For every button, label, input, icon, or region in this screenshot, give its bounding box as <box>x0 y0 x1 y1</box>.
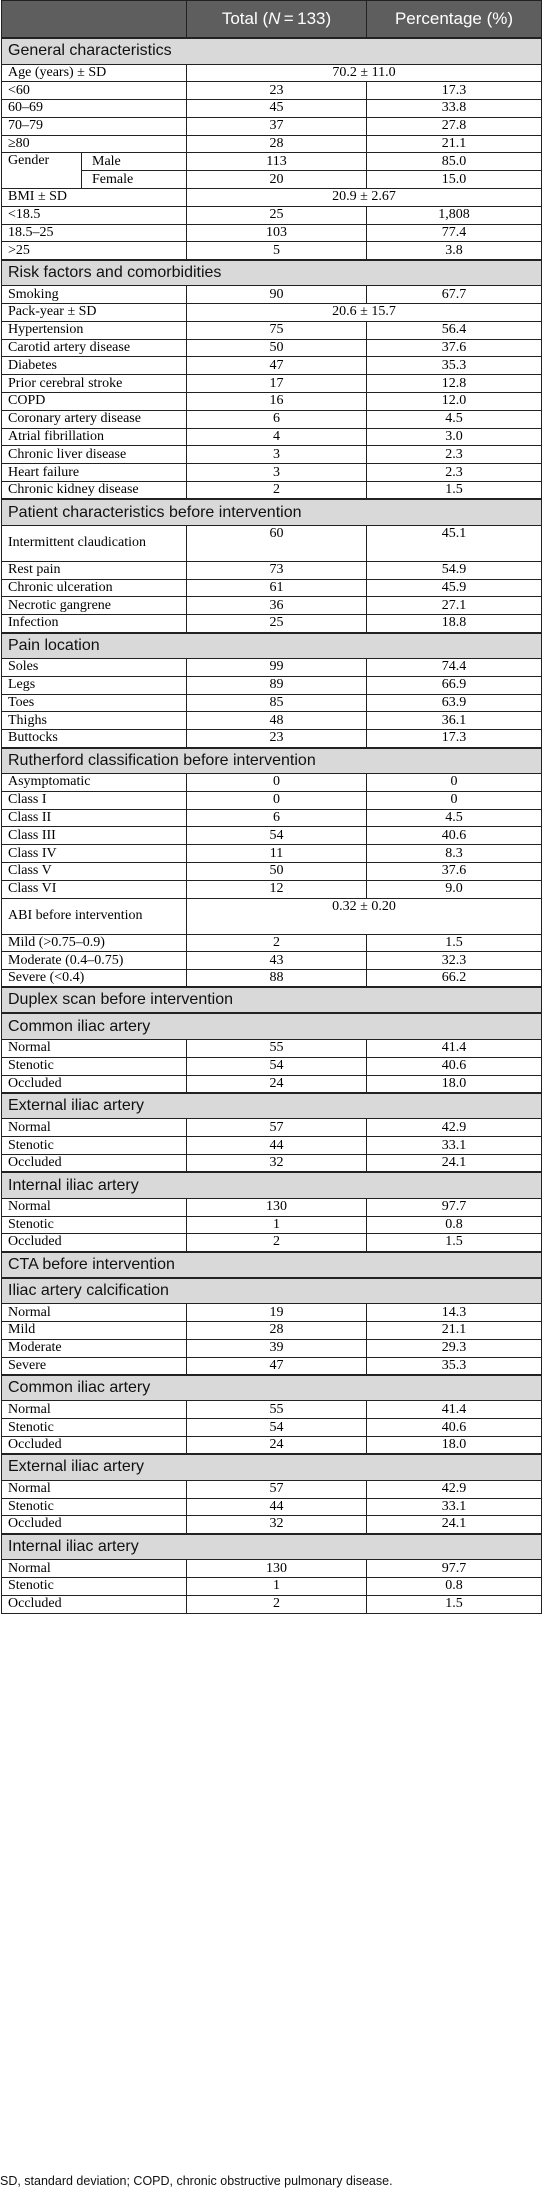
table-row <box>2 1137 542 1155</box>
row-percentage: 40.6 <box>367 827 542 845</box>
table-row <box>2 1321 542 1339</box>
section-title: Common iliac artery <box>2 1375 542 1401</box>
row-label: Occluded <box>2 1595 187 1613</box>
row-count: 113 <box>187 153 367 171</box>
row-label: <18.5 <box>2 206 187 224</box>
row-count: 1 <box>187 1216 367 1234</box>
table-row <box>2 1401 542 1419</box>
section-header-row <box>2 260 542 286</box>
row-count: 85 <box>187 694 367 712</box>
row-count: 6 <box>187 410 367 428</box>
row-count: 1 <box>187 1577 367 1595</box>
row-percentage: 1.5 <box>367 934 542 952</box>
table-row <box>2 428 542 446</box>
row-count: 24 <box>187 1436 367 1454</box>
section-title: CTA before intervention <box>2 1252 542 1278</box>
row-percentage: 17.3 <box>367 82 542 100</box>
row-count: 0 <box>187 791 367 809</box>
row-label: <60 <box>2 82 187 100</box>
row-percentage: 4.5 <box>367 410 542 428</box>
row-percentage: 12.0 <box>367 393 542 411</box>
row-count: 55 <box>187 1401 367 1419</box>
row-percentage: 35.3 <box>367 357 542 375</box>
table-row <box>2 135 542 153</box>
row-percentage: 45.9 <box>367 579 542 597</box>
row-label: Occluded <box>2 1075 187 1093</box>
row-label: Occluded <box>2 1436 187 1454</box>
row-count: 25 <box>187 206 367 224</box>
table-row <box>2 1234 542 1252</box>
table-row <box>2 1498 542 1516</box>
row-label: Prior cerebral stroke <box>2 375 187 393</box>
row-label: 60–69 <box>2 100 187 118</box>
section-header-row <box>2 1375 542 1401</box>
table-row <box>2 1357 542 1375</box>
row-percentage: 18.0 <box>367 1436 542 1454</box>
row-label: Moderate (0.4–0.75) <box>2 952 187 970</box>
table-row <box>2 615 542 633</box>
row-count: 32 <box>187 1154 367 1172</box>
row-count: 57 <box>187 1480 367 1498</box>
row-label: Severe (<0.4) <box>2 970 187 988</box>
table-row <box>2 1216 542 1234</box>
row-sublabel: Male <box>82 153 187 171</box>
table-row <box>2 321 542 339</box>
row-label: Stenotic <box>2 1057 187 1075</box>
table-row <box>2 224 542 242</box>
summary-row <box>2 64 542 82</box>
row-count: 37 <box>187 117 367 135</box>
row-count: 4 <box>187 428 367 446</box>
table-row <box>2 357 542 375</box>
row-count: 54 <box>187 1057 367 1075</box>
row-label: BMI ± SD <box>2 189 187 207</box>
table-row <box>2 845 542 863</box>
section-title: Internal iliac artery <box>2 1534 542 1560</box>
table-row <box>2 117 542 135</box>
row-percentage: 33.1 <box>367 1137 542 1155</box>
section-title: General characteristics <box>2 38 542 64</box>
row-summary-value: 20.6 ± 15.7 <box>187 304 542 322</box>
row-label: Normal <box>2 1401 187 1419</box>
row-label: Asymptomatic <box>2 774 187 792</box>
row-label: Smoking <box>2 286 187 304</box>
table-row <box>2 464 542 482</box>
section-header-row <box>2 1252 542 1278</box>
row-percentage: 41.4 <box>367 1039 542 1057</box>
row-label: Stenotic <box>2 1216 187 1234</box>
row-label: Age (years) ± SD <box>2 64 187 82</box>
row-count: 32 <box>187 1516 367 1534</box>
table-row <box>2 827 542 845</box>
table-row <box>2 1057 542 1075</box>
row-label: Normal <box>2 1560 187 1578</box>
header-percentage: Percentage (%) <box>367 1 542 39</box>
row-count: 130 <box>187 1198 367 1216</box>
row-label: Normal <box>2 1039 187 1057</box>
row-percentage: 1.5 <box>367 1234 542 1252</box>
section-header-row <box>2 633 542 659</box>
table-row <box>2 1154 542 1172</box>
section-header-row <box>2 38 542 64</box>
table-header-row <box>2 1 542 39</box>
row-percentage: 18.8 <box>367 615 542 633</box>
table-row <box>2 525 542 561</box>
table-row <box>2 1119 542 1137</box>
row-percentage: 33.1 <box>367 1498 542 1516</box>
row-percentage: 97.7 <box>367 1198 542 1216</box>
table-row <box>2 1198 542 1216</box>
table-row <box>2 730 542 748</box>
row-percentage: 0.8 <box>367 1216 542 1234</box>
row-count: 12 <box>187 880 367 898</box>
row-count: 44 <box>187 1137 367 1155</box>
row-count: 47 <box>187 1357 367 1375</box>
table-row <box>2 561 542 579</box>
table-row <box>2 1595 542 1613</box>
table-row <box>2 809 542 827</box>
row-count: 2 <box>187 482 367 500</box>
row-label: Necrotic gangrene <box>2 597 187 615</box>
row-count: 5 <box>187 242 367 260</box>
row-percentage: 3.8 <box>367 242 542 260</box>
row-percentage: 33.8 <box>367 100 542 118</box>
table-row <box>2 774 542 792</box>
row-label: Moderate <box>2 1339 187 1357</box>
row-percentage: 56.4 <box>367 321 542 339</box>
row-label: Normal <box>2 1480 187 1498</box>
row-percentage: 21.1 <box>367 1321 542 1339</box>
row-label: Gender <box>2 153 82 189</box>
section-header-row <box>2 1278 542 1304</box>
row-count: 90 <box>187 286 367 304</box>
row-percentage: 63.9 <box>367 694 542 712</box>
row-count: 54 <box>187 1419 367 1437</box>
row-label: Intermittent claudication <box>2 525 187 561</box>
row-percentage: 2.3 <box>367 446 542 464</box>
table-row <box>2 393 542 411</box>
row-count: 88 <box>187 970 367 988</box>
section-title: Rutherford classification before intervention <box>2 748 542 774</box>
table-row <box>2 934 542 952</box>
row-count: 3 <box>187 464 367 482</box>
row-count: 24 <box>187 1075 367 1093</box>
row-label: Class I <box>2 791 187 809</box>
header-blank-cell <box>2 1 187 39</box>
table-row <box>2 659 542 677</box>
row-label: Buttocks <box>2 730 187 748</box>
row-label: Stenotic <box>2 1137 187 1155</box>
row-label: 18.5–25 <box>2 224 187 242</box>
row-label: ≥80 <box>2 135 187 153</box>
table-row <box>2 597 542 615</box>
table-row <box>2 1075 542 1093</box>
table-row <box>2 712 542 730</box>
row-percentage: 1,808 <box>367 206 542 224</box>
row-label: Chronic ulceration <box>2 579 187 597</box>
row-count: 0 <box>187 774 367 792</box>
row-count: 50 <box>187 339 367 357</box>
table-row <box>2 694 542 712</box>
row-label: Occluded <box>2 1234 187 1252</box>
row-percentage: 40.6 <box>367 1419 542 1437</box>
row-label: Toes <box>2 694 187 712</box>
row-count: 19 <box>187 1304 367 1322</box>
row-label: Normal <box>2 1119 187 1137</box>
characteristics-table <box>1 0 542 1614</box>
row-count: 17 <box>187 375 367 393</box>
table-row <box>2 153 542 171</box>
row-label: Chronic kidney disease <box>2 482 187 500</box>
table-footnote: SD, standard deviation; COPD, chronic obstructive pulmonary disease. <box>0 2174 393 2188</box>
row-percentage: 24.1 <box>367 1154 542 1172</box>
row-percentage: 40.6 <box>367 1057 542 1075</box>
row-count: 60 <box>187 525 367 561</box>
row-count: 50 <box>187 862 367 880</box>
row-sublabel: Female <box>82 171 187 189</box>
row-percentage: 42.9 <box>367 1480 542 1498</box>
section-title: Iliac artery calcification <box>2 1278 542 1304</box>
row-count: 23 <box>187 82 367 100</box>
row-percentage: 24.1 <box>367 1516 542 1534</box>
row-label: Carotid artery disease <box>2 339 187 357</box>
row-percentage: 37.6 <box>367 339 542 357</box>
row-percentage: 14.3 <box>367 1304 542 1322</box>
row-percentage: 85.0 <box>367 153 542 171</box>
row-label: Pack-year ± SD <box>2 304 187 322</box>
row-label: Coronary artery disease <box>2 410 187 428</box>
row-percentage: 66.9 <box>367 676 542 694</box>
row-count: 45 <box>187 100 367 118</box>
row-label: Thighs <box>2 712 187 730</box>
section-header-row <box>2 1172 542 1198</box>
row-label: Class II <box>2 809 187 827</box>
table-row <box>2 171 542 189</box>
section-title: Common iliac artery <box>2 1013 542 1039</box>
row-label: Severe <box>2 1357 187 1375</box>
row-count: 39 <box>187 1339 367 1357</box>
summary-row <box>2 304 542 322</box>
row-label: Heart failure <box>2 464 187 482</box>
row-label: Hypertension <box>2 321 187 339</box>
row-percentage: 8.3 <box>367 845 542 863</box>
row-count: 11 <box>187 845 367 863</box>
row-percentage: 1.5 <box>367 482 542 500</box>
table-row <box>2 410 542 428</box>
table-row <box>2 1339 542 1357</box>
row-percentage: 27.8 <box>367 117 542 135</box>
row-percentage: 35.3 <box>367 1357 542 1375</box>
row-percentage: 15.0 <box>367 171 542 189</box>
row-count: 75 <box>187 321 367 339</box>
summary-row <box>2 189 542 207</box>
row-label: 70–79 <box>2 117 187 135</box>
row-label: >25 <box>2 242 187 260</box>
table-row <box>2 339 542 357</box>
row-label: Occluded <box>2 1516 187 1534</box>
row-percentage: 17.3 <box>367 730 542 748</box>
table-row <box>2 1436 542 1454</box>
row-percentage: 27.1 <box>367 597 542 615</box>
row-label: Mild (>0.75–0.9) <box>2 934 187 952</box>
row-count: 54 <box>187 827 367 845</box>
row-percentage: 4.5 <box>367 809 542 827</box>
table-row <box>2 952 542 970</box>
table-row <box>2 1304 542 1322</box>
row-percentage: 45.1 <box>367 525 542 561</box>
table-row <box>2 1577 542 1595</box>
row-label: Class VI <box>2 880 187 898</box>
row-count: 103 <box>187 224 367 242</box>
row-label: Class V <box>2 862 187 880</box>
row-count: 28 <box>187 135 367 153</box>
section-title: External iliac artery <box>2 1454 542 1480</box>
row-count: 36 <box>187 597 367 615</box>
table-row <box>2 791 542 809</box>
table-row <box>2 676 542 694</box>
row-count: 47 <box>187 357 367 375</box>
row-count: 2 <box>187 934 367 952</box>
section-header-row <box>2 1454 542 1480</box>
row-percentage: 37.6 <box>367 862 542 880</box>
row-label: Soles <box>2 659 187 677</box>
table-row <box>2 579 542 597</box>
row-count: 89 <box>187 676 367 694</box>
section-title: Duplex scan before intervention <box>2 987 542 1013</box>
table-row <box>2 375 542 393</box>
table-row <box>2 862 542 880</box>
row-label: Mild <box>2 1321 187 1339</box>
table-row <box>2 82 542 100</box>
section-title: Pain location <box>2 633 542 659</box>
table-row <box>2 242 542 260</box>
row-percentage: 77.4 <box>367 224 542 242</box>
header-total: Total (N = 133) <box>187 1 367 39</box>
row-count: 3 <box>187 446 367 464</box>
row-count: 16 <box>187 393 367 411</box>
table-row <box>2 1480 542 1498</box>
row-percentage: 2.3 <box>367 464 542 482</box>
table-row <box>2 1560 542 1578</box>
section-title: Patient characteristics before intervention <box>2 499 542 525</box>
row-percentage: 0 <box>367 774 542 792</box>
row-percentage: 9.0 <box>367 880 542 898</box>
row-count: 99 <box>187 659 367 677</box>
table-row <box>2 446 542 464</box>
row-count: 2 <box>187 1595 367 1613</box>
row-percentage: 66.2 <box>367 970 542 988</box>
row-label: Infection <box>2 615 187 633</box>
summary-row <box>2 898 542 934</box>
section-title: Risk factors and comorbidities <box>2 260 542 286</box>
section-header-row <box>2 499 542 525</box>
row-summary-value: 20.9 ± 2.67 <box>187 189 542 207</box>
row-count: 6 <box>187 809 367 827</box>
row-label: Legs <box>2 676 187 694</box>
row-percentage: 0 <box>367 791 542 809</box>
row-percentage: 18.0 <box>367 1075 542 1093</box>
table-row <box>2 970 542 988</box>
row-count: 61 <box>187 579 367 597</box>
row-percentage: 41.4 <box>367 1401 542 1419</box>
row-count: 55 <box>187 1039 367 1057</box>
row-percentage: 74.4 <box>367 659 542 677</box>
row-label: Stenotic <box>2 1419 187 1437</box>
row-label: Occluded <box>2 1154 187 1172</box>
row-count: 44 <box>187 1498 367 1516</box>
row-label: Atrial fibrillation <box>2 428 187 446</box>
row-count: 20 <box>187 171 367 189</box>
row-count: 130 <box>187 1560 367 1578</box>
table-row <box>2 880 542 898</box>
row-percentage: 1.5 <box>367 1595 542 1613</box>
row-count: 73 <box>187 561 367 579</box>
row-percentage: 21.1 <box>367 135 542 153</box>
row-label: Chronic liver disease <box>2 446 187 464</box>
row-percentage: 67.7 <box>367 286 542 304</box>
row-count: 57 <box>187 1119 367 1137</box>
section-header-row <box>2 748 542 774</box>
row-count: 48 <box>187 712 367 730</box>
row-label: COPD <box>2 393 187 411</box>
section-header-row <box>2 1534 542 1560</box>
row-count: 28 <box>187 1321 367 1339</box>
row-percentage: 42.9 <box>367 1119 542 1137</box>
row-percentage: 54.9 <box>367 561 542 579</box>
row-percentage: 36.1 <box>367 712 542 730</box>
row-percentage: 3.0 <box>367 428 542 446</box>
row-label: Stenotic <box>2 1498 187 1516</box>
section-header-row <box>2 1093 542 1119</box>
table-row <box>2 1516 542 1534</box>
table-row <box>2 482 542 500</box>
row-label: Normal <box>2 1198 187 1216</box>
section-header-row <box>2 1013 542 1039</box>
row-percentage: 0.8 <box>367 1577 542 1595</box>
row-percentage: 32.3 <box>367 952 542 970</box>
table-row <box>2 100 542 118</box>
row-label: Stenotic <box>2 1577 187 1595</box>
row-label: Class III <box>2 827 187 845</box>
section-title: Internal iliac artery <box>2 1172 542 1198</box>
row-label: Diabetes <box>2 357 187 375</box>
table-row <box>2 1039 542 1057</box>
row-percentage: 29.3 <box>367 1339 542 1357</box>
row-label: ABI before intervention <box>2 898 187 934</box>
row-summary-value: 70.2 ± 11.0 <box>187 64 542 82</box>
table-row <box>2 286 542 304</box>
section-header-row <box>2 987 542 1013</box>
row-count: 25 <box>187 615 367 633</box>
row-count: 2 <box>187 1234 367 1252</box>
section-title: External iliac artery <box>2 1093 542 1119</box>
row-label: Rest pain <box>2 561 187 579</box>
row-label: Normal <box>2 1304 187 1322</box>
table-row <box>2 206 542 224</box>
row-count: 43 <box>187 952 367 970</box>
table-row <box>2 1419 542 1437</box>
row-count: 23 <box>187 730 367 748</box>
row-percentage: 97.7 <box>367 1560 542 1578</box>
table-body <box>2 38 542 1613</box>
row-label: Class IV <box>2 845 187 863</box>
row-percentage: 12.8 <box>367 375 542 393</box>
row-summary-value: 0.32 ± 0.20 <box>187 898 542 934</box>
